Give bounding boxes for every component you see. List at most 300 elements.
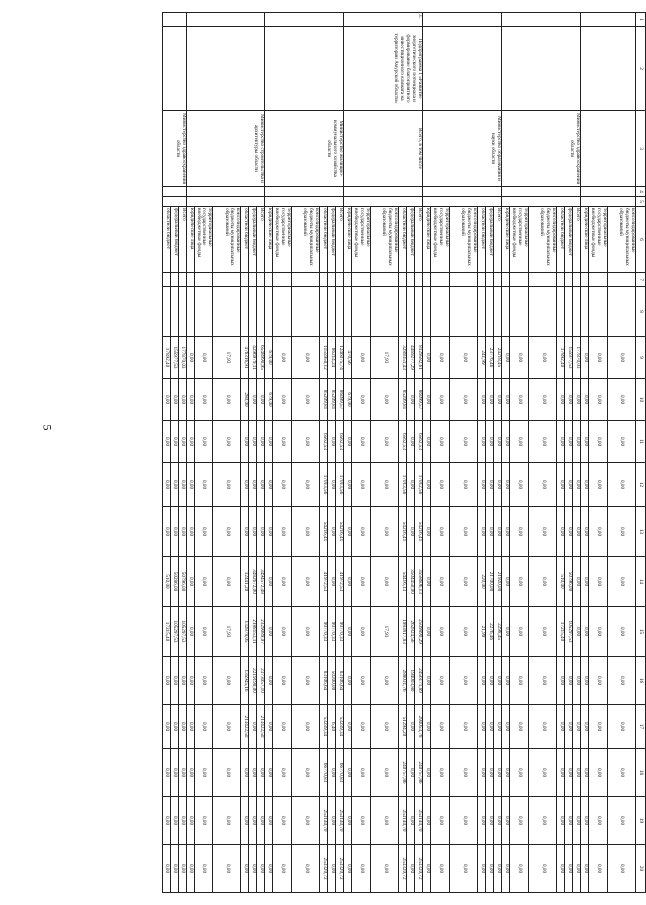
value-cell: 0,00 xyxy=(352,705,371,749)
value-cell xyxy=(478,287,486,337)
value-cell: 6,40 xyxy=(328,705,336,749)
value-cell: 262824,56 xyxy=(407,607,415,657)
value-cell xyxy=(529,273,557,287)
value-cell: 0,00 xyxy=(249,845,257,893)
value-cell: 6562,53 xyxy=(415,421,423,463)
funding-table-document xyxy=(96,12,646,892)
value-cell: 0,00 xyxy=(213,845,241,893)
value-cell xyxy=(178,287,186,337)
funding-source-cell: юридические лица xyxy=(265,207,273,273)
value-cell: 0,00 xyxy=(565,845,573,893)
value-cell: 0,00 xyxy=(292,797,320,845)
value-cell xyxy=(565,287,573,337)
value-cell: 0,00 xyxy=(170,421,178,463)
value-cell: 0,00 xyxy=(581,607,589,657)
value-cell: 0,00 xyxy=(194,705,213,749)
value-cell: 0,00 xyxy=(431,379,450,421)
funding-source-cell: консолидированные бюджеты муниципальных образований xyxy=(529,207,557,273)
value-cell: 0,00 xyxy=(292,845,320,893)
value-cell xyxy=(194,287,213,337)
value-cell: 0,00 xyxy=(249,421,257,463)
value-cell: 0,00 xyxy=(510,507,529,557)
value-cell: 0,00 xyxy=(423,337,431,379)
value-cell: 0,00 xyxy=(170,379,178,421)
value-cell: 0,00 xyxy=(502,379,510,421)
value-cell xyxy=(344,287,352,337)
value-cell: 0,00 xyxy=(352,463,371,507)
value-cell xyxy=(257,273,265,287)
value-cell: 0,00 xyxy=(371,379,399,421)
value-cell: 0,00 xyxy=(529,705,557,749)
value-cell xyxy=(213,287,241,337)
value-cell: 0,00 xyxy=(423,607,431,657)
value-cell: 17,93 xyxy=(213,337,241,379)
value-cell: 0,00 xyxy=(249,463,257,507)
value-cell xyxy=(557,273,565,287)
value-cell: 0,00 xyxy=(423,749,431,797)
executor-cell: Министерство жилищно-коммунального хозяйства области xyxy=(265,111,344,187)
program-name-cell xyxy=(423,27,502,111)
value-cell: 0,00 xyxy=(352,607,371,657)
value-cell xyxy=(589,273,608,287)
value-cell: 105297,53 xyxy=(178,607,186,657)
funding-source-cell: федеральный бюджет xyxy=(328,207,336,273)
value-cell: 0,00 xyxy=(589,421,608,463)
value-cell: 0,00 xyxy=(186,463,194,507)
value-cell: 132878,05 xyxy=(241,607,249,657)
value-cell: 85209,81 xyxy=(320,379,328,421)
value-cell: 2219190,00 xyxy=(249,657,257,705)
value-cell: 0,00 xyxy=(450,507,478,557)
value-cell: 0,00 xyxy=(431,657,450,705)
value-cell: 213422,50 xyxy=(241,705,249,749)
value-cell: 12441,20 xyxy=(241,557,249,607)
value-cell xyxy=(423,287,431,337)
value-cell: 0,00 xyxy=(371,507,399,557)
value-cell: 0,00 xyxy=(510,749,529,797)
funding-source-cell: консолидированные бюджеты муниципальных образований xyxy=(450,207,478,273)
value-cell xyxy=(186,273,194,287)
value-cell: 0,00 xyxy=(478,421,486,463)
value-cell: 0,00 xyxy=(431,557,450,607)
funding-source-cell: юридические лица xyxy=(344,207,352,273)
value-cell: 50796,00 xyxy=(565,557,573,607)
value-cell: 0,00 xyxy=(589,749,608,797)
value-cell: 0,00 xyxy=(273,557,292,607)
value-cell: 0,00 xyxy=(371,557,399,607)
header-cell: 15 xyxy=(636,607,646,657)
value-cell: 0,00 xyxy=(431,845,450,893)
value-cell: 0,00 xyxy=(194,797,213,845)
value-cell xyxy=(328,273,336,287)
funding-source-cell: территориальные государственные внебюджетные фонды xyxy=(352,207,371,273)
value-cell: 0,00 xyxy=(213,705,241,749)
value-cell: 0,00 xyxy=(371,749,399,797)
value-cell: 0,00 xyxy=(557,797,565,845)
value-cell: 50200,00 xyxy=(328,657,336,705)
value-cell: 90770,33 xyxy=(336,607,344,657)
value-cell: 0,00 xyxy=(589,337,608,379)
value-cell: 0,00 xyxy=(510,845,529,893)
value-cell: 17,93 xyxy=(371,337,399,379)
value-cell: 0,00 xyxy=(273,607,292,657)
value-cell: 0,00 xyxy=(257,797,265,845)
value-cell: 0,00 xyxy=(573,507,581,557)
value-cell: 17215,40 xyxy=(557,607,565,657)
value-cell: 0,00 xyxy=(494,797,502,845)
value-cell: 0,00 xyxy=(502,507,510,557)
value-cell: 0,00 xyxy=(494,421,502,463)
funding-source-cell: федеральный бюджет xyxy=(249,207,257,273)
value-cell: 0,00 xyxy=(352,657,371,705)
value-cell: 0,00 xyxy=(344,749,352,797)
value-cell xyxy=(502,287,510,337)
value-cell xyxy=(292,273,320,287)
row-number-cell xyxy=(265,13,344,27)
value-cell: 0,00 xyxy=(265,749,273,797)
value-cell xyxy=(249,287,257,337)
value-cell: 2329089,07 xyxy=(257,607,265,657)
value-cell: 21700,00 xyxy=(486,557,494,607)
executor-cell xyxy=(581,111,636,187)
value-cell: 0,00 xyxy=(186,607,194,657)
value-cell: 41972,53 xyxy=(336,557,344,607)
header-cell: 16 xyxy=(636,657,646,705)
value-cell: 86214,24 xyxy=(328,337,336,379)
value-cell: 679,00 xyxy=(344,379,352,421)
value-cell xyxy=(249,273,257,287)
value-cell xyxy=(510,287,529,337)
value-cell: 253140,70 xyxy=(320,797,328,845)
funding-source-cell: юридические лица xyxy=(502,207,510,273)
value-cell: 0,00 xyxy=(565,379,573,421)
value-cell: 0,00 xyxy=(450,379,478,421)
value-cell xyxy=(415,287,423,337)
value-cell: 0,00 xyxy=(213,421,241,463)
value-cell: 0,00 xyxy=(510,379,529,421)
header-cell: 2 xyxy=(636,27,646,111)
value-cell xyxy=(407,273,415,287)
value-cell: 0,00 xyxy=(494,657,502,705)
value-cell: 0,00 xyxy=(186,557,194,607)
header-cell: 13 xyxy=(636,507,646,557)
header-cell: 14 xyxy=(636,557,646,607)
program-name-cell xyxy=(502,27,581,111)
value-cell: 0,00 xyxy=(450,607,478,657)
value-cell: 24218,45 xyxy=(494,337,502,379)
value-cell: 0,00 xyxy=(273,657,292,705)
value-cell xyxy=(241,287,249,337)
value-cell xyxy=(407,287,415,337)
value-cell xyxy=(170,287,178,337)
value-cell: 0,00 xyxy=(328,507,336,557)
value-cell xyxy=(399,287,407,337)
value-cell: 0,00 xyxy=(213,507,241,557)
value-cell xyxy=(257,287,265,337)
value-cell: 0,00 xyxy=(213,379,241,421)
value-cell: 0,00 xyxy=(257,463,265,507)
value-cell: 0,00 xyxy=(431,749,450,797)
value-cell xyxy=(170,273,178,287)
executor-cell: Министерство здравоохранения области xyxy=(162,111,186,187)
value-cell: 1983817,83 xyxy=(399,607,407,657)
value-cell: 0,00 xyxy=(608,463,636,507)
value-cell: 0,00 xyxy=(581,507,589,557)
value-cell: 0,00 xyxy=(589,845,608,893)
value-cell: 0,00 xyxy=(450,463,478,507)
value-cell: 0,00 xyxy=(494,379,502,421)
value-cell: 0,00 xyxy=(328,463,336,507)
value-cell xyxy=(273,287,292,337)
value-cell: 280,00 xyxy=(241,379,249,421)
value-cell: 0,00 xyxy=(478,379,486,421)
value-cell: 0,00 xyxy=(352,557,371,607)
value-cell: 0,00 xyxy=(431,507,450,557)
value-cell: 0,00 xyxy=(486,657,494,705)
value-cell: 2373057,10 xyxy=(257,657,265,705)
value-cell xyxy=(502,273,510,287)
value-cell: 6548990,95 xyxy=(257,337,265,379)
value-cell: 17,93 xyxy=(371,607,399,657)
value-cell: 0,00 xyxy=(186,749,194,797)
value-cell: 0,00 xyxy=(194,749,213,797)
value-cell xyxy=(573,287,581,337)
header-cell: 9 xyxy=(636,337,646,379)
value-cell: 2188153,11 xyxy=(249,607,257,657)
value-cell: 0,00 xyxy=(352,797,371,845)
header-cell: 19 xyxy=(636,797,646,845)
value-cell: 0,00 xyxy=(494,749,502,797)
value-cell: 1155950,12 xyxy=(320,337,328,379)
value-cell: 0,00 xyxy=(273,507,292,557)
value-cell: 0,00 xyxy=(529,507,557,557)
funding-table xyxy=(162,12,646,893)
value-cell: 0,00 xyxy=(186,705,194,749)
value-cell: 0,00 xyxy=(529,463,557,507)
value-cell: 0,00 xyxy=(608,705,636,749)
value-cell xyxy=(581,273,589,287)
value-cell: 0,00 xyxy=(573,379,581,421)
value-cell: 54216,41 xyxy=(415,507,423,557)
value-cell: 0,00 xyxy=(423,379,431,421)
value-cell: 0,00 xyxy=(589,657,608,705)
value-cell: 0,00 xyxy=(589,797,608,845)
value-cell: 83106,64 xyxy=(320,657,328,705)
funding-source-cell: Всего xyxy=(178,207,186,273)
value-cell: 0,00 xyxy=(565,421,573,463)
value-cell: 0,00 xyxy=(581,421,589,463)
value-cell xyxy=(328,287,336,337)
value-cell: 0,00 xyxy=(423,421,431,463)
value-cell: 0,00 xyxy=(273,463,292,507)
value-cell: 2509890,29 xyxy=(415,607,423,657)
value-cell xyxy=(589,287,608,337)
value-cell: 0,00 xyxy=(273,421,292,463)
value-cell: 0,00 xyxy=(573,463,581,507)
value-cell: 0,00 xyxy=(450,657,478,705)
value-cell xyxy=(273,273,292,287)
value-cell: 0,00 xyxy=(178,749,186,797)
value-cell: 3494572,48 xyxy=(257,557,265,607)
value-cell: 17892,40 xyxy=(557,337,565,379)
value-cell: 0,00 xyxy=(494,705,502,749)
value-cell: 253140,70 xyxy=(415,797,423,845)
value-cell: 0,00 xyxy=(486,379,494,421)
value-cell: 0,00 xyxy=(502,421,510,463)
value-cell: 0,00 xyxy=(478,705,486,749)
value-cell: 0,00 xyxy=(257,379,265,421)
empty-cell xyxy=(502,187,581,197)
value-cell xyxy=(162,273,170,287)
value-cell: 17,93 xyxy=(213,607,241,657)
value-cell: 0,00 xyxy=(213,557,241,607)
header-cell: 4 xyxy=(636,187,646,197)
value-cell: 0,00 xyxy=(478,797,486,845)
value-cell: 4469277,29 xyxy=(407,337,415,379)
table-body xyxy=(162,13,635,893)
value-cell: 0,00 xyxy=(241,463,249,507)
funding-source-cell: федеральный бюджет xyxy=(565,207,573,273)
funding-source-cell: областной бюджет xyxy=(162,207,170,273)
value-cell: 0,00 xyxy=(344,705,352,749)
value-cell: 0,00 xyxy=(186,845,194,893)
value-cell: 0,00 xyxy=(194,507,213,557)
value-cell: 0,00 xyxy=(344,463,352,507)
value-cell: 0,00 xyxy=(344,845,352,893)
value-cell: 0,00 xyxy=(589,557,608,607)
value-cell: 0,00 xyxy=(608,607,636,657)
value-cell: 0,00 xyxy=(273,705,292,749)
page-number: 5 xyxy=(40,424,55,431)
value-cell: 0,00 xyxy=(178,421,186,463)
value-cell: 0,00 xyxy=(249,705,257,749)
empty-cell xyxy=(186,197,265,207)
executor-cell: Министерство здравоохранения области xyxy=(502,111,581,187)
value-cell: 0,00 xyxy=(565,797,573,845)
value-cell: 0,00 xyxy=(423,845,431,893)
value-cell: 0,00 xyxy=(162,797,170,845)
value-cell: 0,00 xyxy=(265,463,273,507)
value-cell: 0,00 xyxy=(178,507,186,557)
value-cell: 2456171,89 xyxy=(415,657,423,705)
empty-cell xyxy=(344,197,423,207)
value-cell: 2298,45 xyxy=(494,607,502,657)
value-cell: 0,00 xyxy=(486,507,494,557)
value-cell: 0,00 xyxy=(178,705,186,749)
value-cell: 50796,00 xyxy=(178,557,186,607)
value-cell: 0,00 xyxy=(581,557,589,607)
program-name-cell xyxy=(265,27,344,111)
value-cell: 0,00 xyxy=(178,657,186,705)
value-cell: 253320,72 xyxy=(415,845,423,893)
value-cell: 53239,34 xyxy=(336,705,344,749)
table-row xyxy=(608,13,636,893)
value-cell: 0,00 xyxy=(494,507,502,557)
value-cell: 0,00 xyxy=(565,507,573,557)
value-cell: 17013,56 xyxy=(399,463,407,507)
value-cell: 0,00 xyxy=(502,749,510,797)
value-cell: 0,00 xyxy=(328,797,336,845)
value-cell: 0,00 xyxy=(241,507,249,557)
value-cell xyxy=(399,273,407,287)
value-cell: 0,00 xyxy=(170,657,178,705)
value-cell: 0,00 xyxy=(431,337,450,379)
value-cell: 0,00 xyxy=(502,797,510,845)
value-cell: 0,00 xyxy=(352,337,371,379)
value-cell: 0,00 xyxy=(265,557,273,607)
funding-source-cell: Всего xyxy=(494,207,502,273)
value-cell: 0,00 xyxy=(328,557,336,607)
value-cell: 17013,56 xyxy=(336,463,344,507)
value-cell: 253320,72 xyxy=(336,845,344,893)
value-cell: 0,00 xyxy=(170,507,178,557)
value-cell: 3289351,43 xyxy=(399,337,407,379)
value-cell: 0,00 xyxy=(194,421,213,463)
value-cell: 0,00 xyxy=(162,705,170,749)
value-cell: 6562,53 xyxy=(399,421,407,463)
value-cell: 0,00 xyxy=(257,421,265,463)
value-cell: 6562,53 xyxy=(336,421,344,463)
empty-cell xyxy=(502,197,581,207)
value-cell: 0,00 xyxy=(450,705,478,749)
table-row xyxy=(178,13,186,893)
executor-cell: Министерство образования и науки области xyxy=(423,111,502,187)
value-cell: 0,00 xyxy=(486,705,494,749)
value-cell: 0,00 xyxy=(573,421,581,463)
funding-source-cell: консолидированные бюджеты муниципальных образований xyxy=(371,207,399,273)
funding-source-cell: консолидированные бюджеты муниципальных образований xyxy=(608,207,636,273)
value-cell: 0,00 xyxy=(249,507,257,557)
value-cell: 0,00 xyxy=(502,463,510,507)
value-cell: 0,00 xyxy=(194,845,213,893)
funding-source-cell: областной бюджет xyxy=(478,207,486,273)
value-cell: 0,00 xyxy=(213,749,241,797)
value-cell xyxy=(352,287,371,337)
table-row xyxy=(336,13,344,893)
value-cell: 0,00 xyxy=(557,657,565,705)
value-cell: 0,00 xyxy=(265,421,273,463)
value-cell: 83106,64 xyxy=(336,657,344,705)
value-cell: 0,00 xyxy=(241,421,249,463)
value-cell xyxy=(478,273,486,287)
value-cell: 0,00 xyxy=(170,705,178,749)
value-cell: 0,00 xyxy=(608,749,636,797)
value-cell: 0,00 xyxy=(486,749,494,797)
value-cell: 0,00 xyxy=(502,607,510,657)
value-cell: 253140,70 xyxy=(399,797,407,845)
value-cell: 0,00 xyxy=(608,507,636,557)
funding-source-cell: территориальные государственные внебюджетные фонды xyxy=(194,207,213,273)
value-cell: 0,00 xyxy=(502,337,510,379)
value-cell: 0,00 xyxy=(423,657,431,705)
value-cell: 0,00 xyxy=(557,379,565,421)
value-cell: 0,00 xyxy=(162,507,170,557)
value-cell: 66770,83 xyxy=(336,749,344,797)
value-cell: 135945,16 xyxy=(241,657,249,705)
value-cell: 3558606,13 xyxy=(415,557,423,607)
value-cell: 0,00 xyxy=(529,379,557,421)
value-cell xyxy=(431,273,450,287)
value-cell: 0,00 xyxy=(352,507,371,557)
value-cell: 0,00 xyxy=(213,797,241,845)
value-cell xyxy=(352,273,371,287)
value-cell: 0,00 xyxy=(423,557,431,607)
value-cell: 0,00 xyxy=(502,845,510,893)
value-cell: 0,00 xyxy=(178,379,186,421)
value-cell: 240757,86 xyxy=(415,749,423,797)
header-cell: 5 xyxy=(636,197,646,207)
value-cell: 0,00 xyxy=(423,507,431,557)
